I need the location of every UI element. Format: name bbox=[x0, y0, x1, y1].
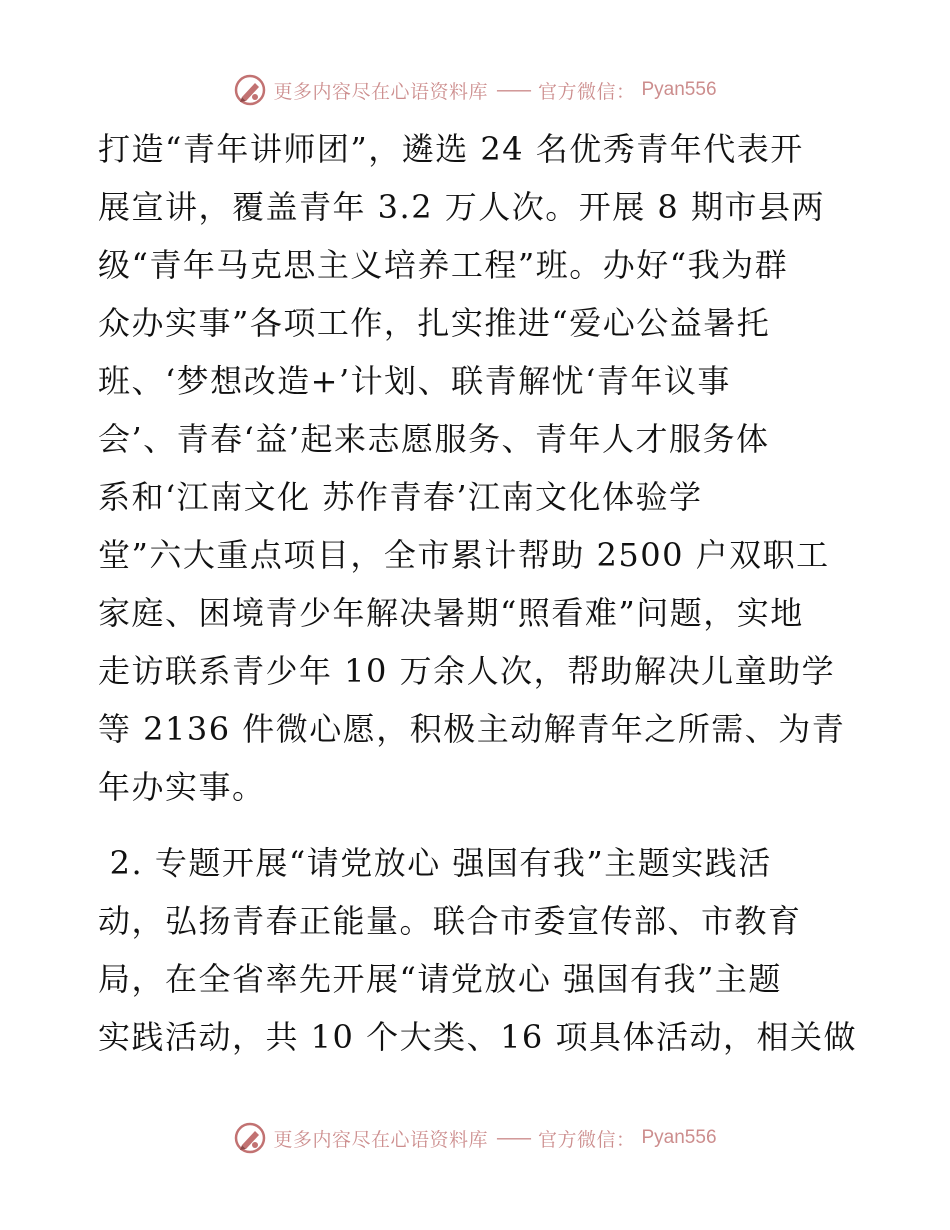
text-line: 展宣讲，覆盖青年 3.2 万人次。开展 8 期市县两 bbox=[98, 188, 825, 226]
logo-icon bbox=[233, 1121, 267, 1155]
watermark-separator: —— bbox=[495, 79, 530, 101]
text-line: 众办实事”各项工作，扎实推进“爱心公益暑托 bbox=[98, 304, 771, 342]
watermark-header bbox=[0, 70, 950, 110]
watermark-text: 更多内容尽在心语资料库 bbox=[273, 1128, 488, 1151]
text-line: 走访联系青少年 10 万余人次，帮助解决儿童助学 bbox=[98, 652, 836, 690]
document-body bbox=[98, 120, 858, 1066]
text-line: 等 2136 件微心愿，积极主动解青年之所需、为青 bbox=[98, 710, 846, 748]
text-line: 2. 专题开展“请党放心 强国有我”主题实践活 bbox=[98, 844, 772, 882]
text-line: 局，在全省率先开展“请党放心 强国有我”主题 bbox=[98, 960, 782, 998]
paragraph-spacer bbox=[98, 816, 858, 834]
text-line: 动，弘扬青春正能量。联合市委宣传部、市教育 bbox=[98, 902, 802, 940]
paragraph-2 bbox=[98, 834, 858, 1066]
watermark-footer bbox=[0, 1118, 950, 1158]
watermark-wechat-id: Pyan556 bbox=[641, 79, 717, 100]
text-line: 系和‘江南文化 苏作青春’江南文化体验学 bbox=[98, 478, 703, 516]
text-line: 会’、青春‘益’起来志愿服务、青年人才服务体 bbox=[98, 420, 770, 458]
text-line: 年办实事。 bbox=[98, 768, 266, 806]
text-line: 班、‘梦想改造+’计划、联青解忧‘青年议事 bbox=[98, 362, 731, 400]
watermark-wechat-label: 官方微信： bbox=[537, 80, 636, 103]
watermark-text: 更多内容尽在心语资料库 bbox=[273, 80, 488, 103]
text-line: 级“青年马克思主义培养工程”班。办好“我为群 bbox=[98, 246, 789, 284]
logo-icon bbox=[233, 73, 267, 107]
text-line: 堂”六大重点项目，全市累计帮助 2500 户双职工 bbox=[98, 536, 830, 574]
text-line: 打造“青年讲师团”，遴选 24 名优秀青年代表开 bbox=[98, 130, 804, 168]
text-line: 实践活动，共 10 个大类、16 项具体活动，相关做 bbox=[98, 1018, 857, 1056]
text-line: 家庭、困境青少年解决暑期“照看难”问题，实地 bbox=[98, 594, 804, 632]
paragraph-1 bbox=[98, 120, 858, 816]
watermark-wechat-label: 官方微信： bbox=[537, 1128, 636, 1151]
watermark-wechat-id: Pyan556 bbox=[641, 1127, 717, 1148]
watermark-separator: —— bbox=[495, 1127, 530, 1149]
